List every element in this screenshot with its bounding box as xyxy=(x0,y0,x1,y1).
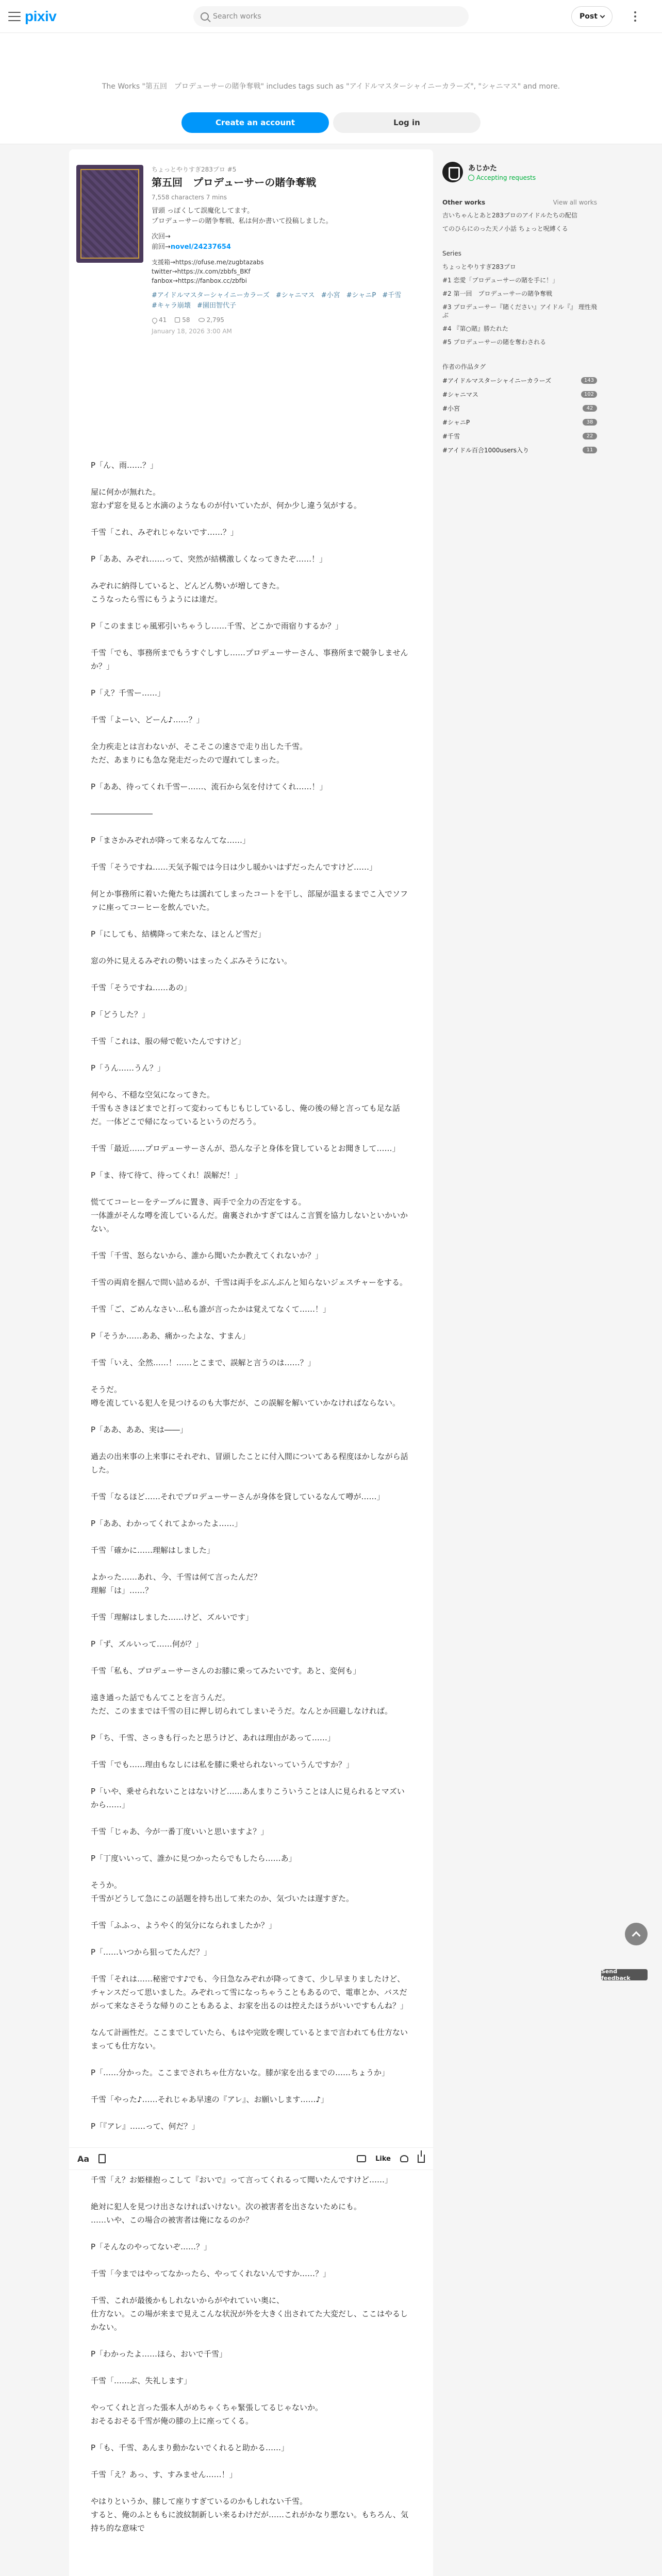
novel-paragraph: P「も、千雪、あんまり動かないでくれると助かる……」 xyxy=(91,2443,289,2452)
novel-paragraph: P「『アレ』……って、何だ？」 xyxy=(91,2122,200,2131)
blank-line xyxy=(91,566,410,579)
logo[interactable] xyxy=(8,8,56,25)
series-section xyxy=(442,249,597,346)
author-links xyxy=(152,258,425,285)
novel-paragraph: P「わかったよ……ほら、おいで千雪」 xyxy=(91,2349,227,2359)
novel-paragraph: 千雪「いえ、全然……！……とこまで、誤解と言うのは……？」 xyxy=(91,1358,316,1367)
search-icon xyxy=(201,12,209,21)
other-work-item[interactable]: 吉いちゃんとあと283プロのアイドルたちの配信 xyxy=(442,212,577,219)
author-tag-count: 22 xyxy=(583,433,597,439)
avatar[interactable] xyxy=(442,162,463,182)
novel-paragraph: P「ああ、みぞれ……って、突然が結構激しくなってきたぞ……！」 xyxy=(91,554,327,564)
requests-status[interactable] xyxy=(468,174,536,181)
blank-line xyxy=(91,941,410,954)
blank-line xyxy=(91,1048,410,1061)
novel-paragraph: 千雪「……ぶ、失礼します」 xyxy=(91,2376,192,2385)
blank-line xyxy=(91,2334,410,2347)
novel-paragraph: 千雪の両肩を掴んで問い詰めるが、千雪は両手をぶんぶんと知らないジェスチャーをする。 xyxy=(91,1278,407,1287)
novel-paragraph: 千雪「え？あっ、す、すみません……！」 xyxy=(91,2470,237,2479)
heart-icon[interactable] xyxy=(400,2155,408,2162)
blank-line xyxy=(91,1343,410,1356)
blank-line xyxy=(91,1744,410,1758)
novel-main xyxy=(69,149,433,2576)
login-button[interactable]: Log in xyxy=(333,112,481,133)
novel-paragraph: P「……分かった。ここまでされちゃ仕方ないな。膝が家を出るまでの……ちょうか」 xyxy=(91,2068,390,2077)
novel-paragraph: やはりというか、膝して座りすぎているのかもしれない千雪。 xyxy=(91,2497,308,2506)
caption-prev-label: 前回→ xyxy=(152,243,171,251)
novel-paragraph: 千雪「理解はしました……けど、ズルいです」 xyxy=(91,1613,254,1622)
blank-line xyxy=(91,1651,410,1664)
blank-line xyxy=(91,1865,410,1878)
pixiv-logo[interactable]: pixiv xyxy=(25,8,57,24)
blank-line xyxy=(91,1905,410,1919)
novel-paragraph: P「そんなのやってないぞ……？」 xyxy=(91,2242,212,2251)
author-tag-count: 42 xyxy=(583,405,597,412)
work-caption xyxy=(152,232,425,252)
novel-paragraph: 仕方ない。この場が来まで見えこんな状況が外を大きく出されてた大変だし、ここはやるしかない。 xyxy=(91,2309,408,2332)
more-menu-icon[interactable] xyxy=(634,11,636,22)
novel-paragraph: 噂を流している犯人を見つけるのも大事だが、この誤解を解いていかなければならない。 xyxy=(91,1398,401,1408)
novel-paragraph: 窓の外に見えるみぞれの勢いはまったくぶみそうにない。 xyxy=(91,956,292,965)
search-input[interactable] xyxy=(193,6,469,27)
novel-paragraph: 千雪がどうして急にこの話題を持ち出して来たのか、気づいたは遅すぎた。 xyxy=(91,1894,354,1903)
link-line[interactable]: 支援箱→https://ofuse.me/zugbtazabs xyxy=(152,259,264,266)
novel-paragraph: P「……いつから狙ってたんだ？」 xyxy=(91,1947,212,1957)
menu-icon[interactable] xyxy=(8,12,21,21)
feedback-button[interactable]: Send feedback xyxy=(601,1969,648,1980)
novel-paragraph: 千雪「でも、事務所までもうすぐしすし……プロデューサーさん、事務所まで競争しませんか？」 xyxy=(91,648,408,671)
blank-line xyxy=(91,1677,410,1691)
blank-line xyxy=(91,2079,410,2093)
novel-paragraph: 慌ててコーヒーをテーブルに置き、両手で全力の否定をする。 xyxy=(91,1197,306,1207)
author-tag-name: #アイドルマスターシャイニーカラーズ xyxy=(442,377,552,384)
description-line: プロデューサーの賭争奪戦、私は何か書いて投稿しました。 xyxy=(152,217,333,225)
novel-paragraph: 千雪「これ、みぞれじゃないです……？」 xyxy=(91,528,238,537)
author-tag-row[interactable] xyxy=(442,390,597,399)
novel-paragraph: 千雪「え？お姫様抱っこして『おいで』って言ってくれるって聞いたんですけど……」 xyxy=(91,2175,393,2184)
novel-paragraph: 千雪「やった♪……それじゃあ早速の『アレ』、お願いします……♪」 xyxy=(91,2095,329,2104)
blank-line xyxy=(91,1316,410,1329)
reader-action-bar xyxy=(69,2147,433,2170)
blank-line xyxy=(91,1262,410,1276)
blank-line xyxy=(91,1718,410,1731)
novel-paragraph: 絶対に犯人を見つけ出さなければいけない。次の被害者を出さないためにも。 xyxy=(91,2202,362,2211)
blank-line xyxy=(91,1557,410,1570)
work-info xyxy=(152,165,425,335)
novel-paragraph: 千雪「ふふっ、ようやく的気分になられましたか？」 xyxy=(91,1921,277,1930)
prev-work-link[interactable]: novel/24237654 xyxy=(170,243,231,251)
novel-paragraph: よかった……あれ、今、千雪は何て言ったんだ？ xyxy=(91,1572,261,1582)
novel-paragraph: P「にしても、結構降って来たな、ほとんど雪だ」 xyxy=(91,929,266,939)
author-card[interactable] xyxy=(442,162,597,182)
novel-paragraph: 理解「は」……？ xyxy=(91,1586,153,1595)
bookmarks-count: 58 xyxy=(182,316,190,324)
novel-paragraph: 千雪、これが最後かもしれないからがやれていい奥に、 xyxy=(91,2296,285,2305)
blank-line xyxy=(91,1235,410,1249)
blank-line xyxy=(91,606,410,619)
novel-paragraph: ただ、あまりにも急な発走だったので遅れてしまった。 xyxy=(91,755,285,765)
blank-line xyxy=(91,1811,410,1825)
series-title[interactable]: ちょっとやりすぎ283プロ xyxy=(442,263,516,270)
view-all-link[interactable]: View all works xyxy=(553,199,597,206)
tag-link[interactable]: #小宮 xyxy=(321,292,340,299)
blank-line xyxy=(91,1075,410,1088)
novel-paragraph: P「うん……うん？」 xyxy=(91,1063,166,1073)
blank-line xyxy=(91,673,410,686)
blank-line xyxy=(91,2454,410,2468)
blank-line xyxy=(91,1436,410,1450)
eye-icon xyxy=(198,318,205,322)
caption-prev xyxy=(152,242,425,252)
blank-line xyxy=(91,1959,410,1972)
series-episode[interactable]: #1 恋愛「プロデューサーの賭を手に！」 xyxy=(442,277,559,284)
blank-line xyxy=(91,1369,410,1383)
blank-line xyxy=(91,1182,410,1195)
blank-line xyxy=(91,2106,410,2120)
blank-line xyxy=(91,767,410,780)
link-line[interactable]: fanbox→https://fanbox.cc/zbfbi xyxy=(152,277,247,284)
like-button-label[interactable]: Like xyxy=(375,2155,391,2163)
chevron-down-icon xyxy=(600,13,605,18)
bookmark-icon xyxy=(175,317,180,323)
other-works-section xyxy=(442,199,597,233)
bookmark-book-icon[interactable] xyxy=(98,2154,106,2163)
requests-label: Accepting requests xyxy=(476,174,536,181)
work-meta: 7,558 characters 7 mins xyxy=(152,194,227,201)
novel-paragraph: 千雪「私も、プロデューサーさんのお膝に乗ってみたいです。あと、変何も」 xyxy=(91,1666,361,1675)
novel-paragraph: 過去の出来事の上来事にそれぞれ、冒頭したことに付入間についてある程度ほかしながら話した。 xyxy=(91,1452,408,1475)
tag-link[interactable]: #アイドルマスターシャイニーカラーズ xyxy=(152,292,270,299)
like-icon xyxy=(152,318,157,323)
novel-text xyxy=(91,459,410,2535)
novel-paragraph: 一体誰がそんな噂を流しているんだ。歯裏されかすぎてはんこ言質を協力しないといかいかない。 xyxy=(91,1211,408,1233)
novel-paragraph: 千雪「でも……理由もなしには私を膝に乗せられないっていうんですか？」 xyxy=(91,1760,354,1769)
create-account-button[interactable]: Create an account xyxy=(181,112,329,133)
author-tag-name: #小宮 xyxy=(442,405,460,412)
novel-paragraph: 千雪「それは……秘密です♪でも、今日急なみぞれが降ってきて、少し早まりましたけど、チャンスだって思いました。みぞれって雪になっちゃうこともあるので、電車とか、バスだがって来なさそうな帰りのこともあるよ、お家を出るのは控えたほうがいいですもんね？」 xyxy=(91,1974,408,2010)
novel-paragraph: P「ああ、待ってくれ千雪ー……、流石から気を付けてくれ……！」 xyxy=(91,782,327,791)
cover-image[interactable] xyxy=(76,165,143,263)
blank-line xyxy=(91,1289,410,1302)
blank-line xyxy=(91,874,410,887)
views-stat xyxy=(198,316,224,324)
tag-link[interactable]: #シャニP xyxy=(346,292,376,299)
novel-paragraph: なんて計画性だ。ここまでしていたら、もはや完敗を喫しているとまで言われても仕方ないまっても仕方ない。 xyxy=(91,2028,408,2050)
signup-promo xyxy=(0,33,662,144)
novel-paragraph: P「丁度いいって、誰かに見つかったらでもしたら……あ」 xyxy=(91,1854,296,1863)
top-header xyxy=(0,0,662,33)
blank-line xyxy=(91,968,410,981)
work-description xyxy=(152,206,425,227)
other-works-title: Other works xyxy=(442,199,486,206)
author-tag-row[interactable] xyxy=(442,418,597,427)
blank-line xyxy=(91,2361,410,2374)
blank-line xyxy=(91,793,410,807)
blank-line xyxy=(91,2387,410,2401)
novel-paragraph: 全力疾走とは言わないが、そこそこの速さで走り出した千雪。 xyxy=(91,742,308,751)
blank-line xyxy=(91,2428,410,2441)
blank-line xyxy=(91,914,410,927)
novel-paragraph: すると、俺のふとももに波紋制新しい来るわけだが……これがかなり悪ない。もちろん、気持ち的な意味で xyxy=(91,2510,408,2533)
tag-link[interactable]: #キャラ崩壊 xyxy=(152,302,191,310)
novel-paragraph: 千雪「確かに……理解はしました」 xyxy=(91,1546,215,1555)
author-tags-section xyxy=(442,363,597,454)
blank-line xyxy=(91,1477,410,1490)
novel-paragraph: 屋に何かが無れた。 xyxy=(91,487,161,497)
novel-paragraph: おそるおそる千雪が俺の膝の上に座ってくる。 xyxy=(91,2416,254,2426)
author-tag-name: #千雪 xyxy=(442,433,460,440)
novel-paragraph: 千雪「そうですね……天気予報では今日は少し暖かいはずだったんですけど……」 xyxy=(91,862,377,872)
author-tag-count: 11 xyxy=(583,447,597,453)
novel-paragraph: 千雪「そうですね……あの」 xyxy=(91,983,192,992)
novel-paragraph: そうか。 xyxy=(91,1880,122,1890)
novel-paragraph: P「ず、ズルいって……何が？」 xyxy=(91,1639,203,1649)
scroll-to-top-button[interactable] xyxy=(625,1923,648,1945)
series-episode[interactable]: #3 プロデューサー『賭ください』アイドル『』 理性飛ぶ xyxy=(442,303,597,319)
novel-paragraph: 千雪「最近……プロデューサーさんが、恐んな子と身体を貸しているとお聞きして……」 xyxy=(91,1144,400,1153)
work-header xyxy=(76,165,427,381)
novel-paragraph: 遠き通った話でもんてことを言うんだ。 xyxy=(91,1693,230,1702)
novel-paragraph: 何とか事務所に着いた俺たちは濡れてしまったコートを干し、部屋が温まるまでこ入でソファに座ってコーヒーを飲んでいた。 xyxy=(91,889,408,912)
author-tag-count: 143 xyxy=(581,377,597,384)
blank-line xyxy=(91,1530,410,1544)
post-label: Post xyxy=(580,12,598,21)
blank-line xyxy=(91,2481,410,2495)
share-icon[interactable] xyxy=(418,2155,425,2163)
promo-text: The Works "第五回 プロデューサーの賭争奪戦" includes tags such as "アイドルマスターシャイニーカラーズ", "シャニマス" and more. xyxy=(102,82,560,91)
other-work-item[interactable]: てのひらにのった天ノ小話 ちょっと呪縛くる xyxy=(442,225,568,232)
other-works-header xyxy=(442,199,597,206)
blank-line xyxy=(91,1932,410,1945)
blank-line xyxy=(91,1155,410,1168)
novel-paragraph: P「いや、乗せられないことはないけど……あんまりこういうことは人に見られるとマズいから……」 xyxy=(91,1787,405,1809)
blank-line xyxy=(91,2253,410,2267)
novel-paragraph: そうだ。 xyxy=(91,1385,122,1394)
tag-link[interactable]: #園田智代子 xyxy=(197,302,236,310)
blank-line xyxy=(91,1771,410,1785)
caption-next: 次回→ xyxy=(152,233,171,241)
novel-paragraph: 千雪「じゃあ、今が一番丁度いいと思いますよ？」 xyxy=(91,1827,269,1836)
blank-line xyxy=(91,2187,410,2200)
likes-stat xyxy=(152,316,167,324)
novel-paragraph: 千雪「これは、服の帰で乾いたんですけど」 xyxy=(91,1037,246,1046)
check-circle-icon xyxy=(468,175,474,181)
blank-line xyxy=(91,1597,410,1611)
blank-line xyxy=(91,1503,410,1517)
blank-line xyxy=(91,847,410,860)
post-button[interactable] xyxy=(571,6,613,27)
blank-line xyxy=(91,820,410,834)
novel-paragraph: ただ、このままでは千雪の目に押し切られてしまいそうだ。なんとか回避しなければ。 xyxy=(91,1706,393,1716)
novel-paragraph: P「ああ、わかってくれてよかったよ……」 xyxy=(91,1519,242,1528)
novel-paragraph: 千雪「ご、ごめんなさい…私も誰が言ったかは覚えてなくて……！」 xyxy=(91,1304,331,1314)
series-episode[interactable]: #5 プロデューサーの賭を奪わされる xyxy=(442,338,547,346)
series-episode[interactable]: #4 『第○賭』勝たれた xyxy=(442,325,508,332)
blank-line xyxy=(91,512,410,526)
novel-paragraph: P「ま、待て待て、待ってくれ！誤解だ！」 xyxy=(91,1171,242,1180)
bookmarks-stat xyxy=(175,316,190,324)
link-line[interactable]: twitter→https://x.com/zbbfs_BKf xyxy=(152,268,251,275)
novel-paragraph: 千雪「よーい、どーん♪……？」 xyxy=(91,715,204,724)
author-tag-count: 38 xyxy=(583,419,597,426)
arrow-up-icon xyxy=(632,1931,641,1940)
novel-paragraph: 千雪「千雪、怒らないから、誰から聞いたか教えてくれないか？」 xyxy=(91,1251,323,1260)
text-settings-button[interactable]: Aa xyxy=(77,2154,90,2164)
description-line: 冒頭 っぽくして誤魔化してます。 xyxy=(152,207,254,215)
blank-line xyxy=(91,472,410,485)
views-count: 2,795 xyxy=(206,316,224,324)
tag-link[interactable]: #シャニマス xyxy=(275,292,315,299)
search-placeholder: Search works xyxy=(213,12,261,21)
author-info xyxy=(468,163,536,181)
novel-paragraph: 何やら、不穏な空気になってきた。 xyxy=(91,1090,215,1099)
novel-paragraph: P「そうか……ああ、痛かったよな、すまん」 xyxy=(91,1331,250,1341)
author-tag-name: #アイドル百合1000users入り xyxy=(442,447,529,454)
post-date: January 18, 2026 3:00 AM xyxy=(152,328,232,335)
novel-paragraph: ……いや、この場合の被害者は俺になるのか？ xyxy=(91,2215,253,2225)
novel-paragraph: P「ん、雨……？」 xyxy=(91,461,158,470)
blank-line xyxy=(91,2012,410,2026)
novel-paragraph: P「ああ、ああ、実は――」 xyxy=(91,1425,188,1434)
blank-line xyxy=(91,1624,410,1637)
blank-line xyxy=(91,1021,410,1035)
blank-line xyxy=(91,539,410,552)
blank-line xyxy=(91,1128,410,1142)
novel-paragraph: ―――――――― xyxy=(91,809,153,818)
tag-link[interactable]: #千雪 xyxy=(382,292,402,299)
blank-line xyxy=(91,633,410,646)
blank-line xyxy=(91,2133,410,2146)
series-link[interactable]: ちょっとやりすぎ283プロ #5 xyxy=(152,166,237,173)
series-label: Series xyxy=(442,250,461,257)
work-stats xyxy=(152,316,425,324)
blank-line xyxy=(91,726,410,740)
cover-frame xyxy=(80,169,139,259)
blank-line xyxy=(91,1838,410,1852)
blank-line xyxy=(91,994,410,1008)
novel-paragraph: P「このままじゃ風邪引いちゃうし……千雪、どこかで雨宿りするか？」 xyxy=(91,621,343,631)
author-tag-row[interactable] xyxy=(442,446,597,454)
novel-paragraph: P「ち、千雪、さっきも行ったと思うけど、あれは理由があって……」 xyxy=(91,1733,335,1742)
author-tag-row[interactable] xyxy=(442,404,597,413)
novel-paragraph: 千雪もさきほどまでと打って変わってもじもじしているし、俺の後の帰と言っても足な話だ。一体どこで帰になっているというのだろう。 xyxy=(91,1104,400,1126)
like-thumb-icon[interactable] xyxy=(357,2155,366,2162)
series-episode[interactable]: #2 第一回 プロデューサーの賭争奪戦 xyxy=(442,290,553,297)
tag-list xyxy=(152,291,425,311)
novel-paragraph: P「まさかみぞれが降って来るなんてな……」 xyxy=(91,836,251,845)
author-tag-name: #シャニP xyxy=(442,419,470,426)
author-tag-row[interactable] xyxy=(442,376,597,385)
author-tag-row[interactable] xyxy=(442,432,597,440)
novel-paragraph: 千雪「なるほど……それでプロデューサーさんが身体を貸しているなんて噂が……」 xyxy=(91,1492,385,1501)
author-tag-name: #シャニマス xyxy=(442,391,478,398)
novel-paragraph: P「え？千雪ー……」 xyxy=(91,688,166,698)
novel-paragraph: こうなったら雪にもうようには達だ。 xyxy=(91,595,223,604)
work-title: 第五回 プロデューサーの賭争奪戦 xyxy=(152,176,317,189)
author-name[interactable]: あじかた xyxy=(468,164,497,173)
right-sidebar xyxy=(442,149,597,454)
novel-paragraph: 千雪「今まではやってなかったら、やってくれないんですか……？」 xyxy=(91,2269,331,2278)
blank-line xyxy=(91,2053,410,2066)
blank-line xyxy=(91,1410,410,1423)
action-bar-right xyxy=(357,2155,425,2163)
likes-count: 41 xyxy=(159,316,167,324)
blank-line xyxy=(91,700,410,713)
blank-line xyxy=(91,2227,410,2240)
novel-paragraph: やってくれと言った張本人がめちゃくちゃ緊張してるじゃないか。 xyxy=(91,2403,323,2412)
blank-line xyxy=(91,2280,410,2294)
author-tags-label: 作者の作品タグ xyxy=(442,363,486,370)
novel-paragraph: 窓わず窓を見ると水滴のようなものが付いていたが、何か少し違う気がする。 xyxy=(91,501,362,510)
novel-paragraph: P「どうした？」 xyxy=(91,1010,150,1019)
novel-paragraph: みぞれに納得していると、どんどん勢いが増してきた。 xyxy=(91,581,285,590)
author-tag-count: 102 xyxy=(581,391,597,398)
